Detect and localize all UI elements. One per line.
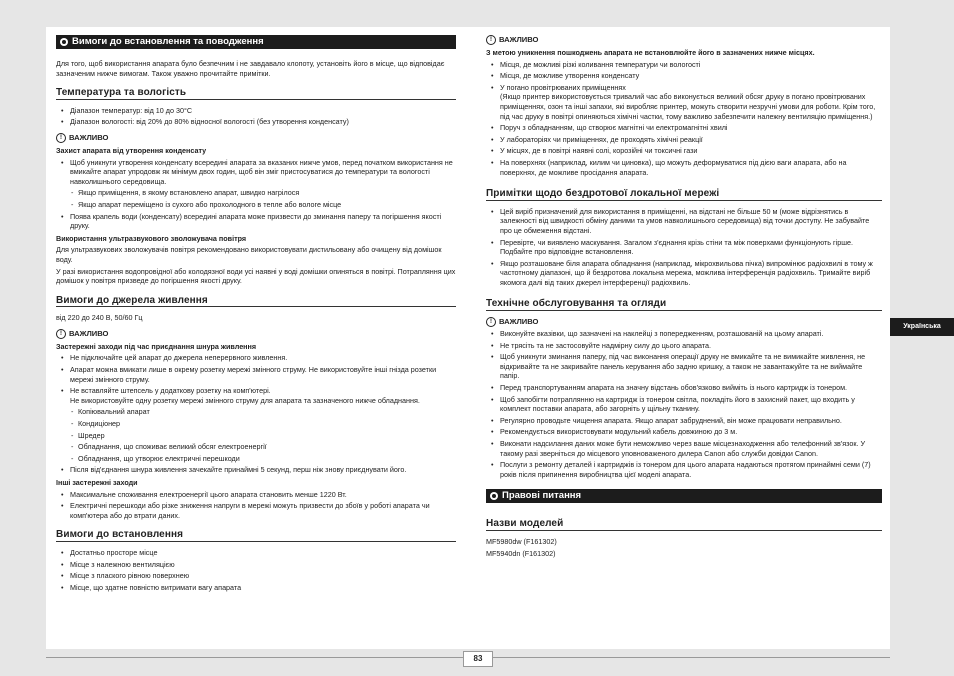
list-item: • Рекомендується використовувати модульний кабель довжиною до 3 м.: [486, 427, 882, 437]
list-item: - Якщо приміщення, в якому встановлено апарат, швидко нагрілося: [56, 188, 456, 198]
section-bullet-icon: [490, 492, 498, 500]
list-item: • На поверхнях (наприклад, килим чи циновка), що можуть деформуватися під дією ваги апарата, або на поверхнях, де можливе просідання апарата.: [486, 158, 882, 177]
important-label: ! ВАЖЛИВО: [486, 317, 882, 327]
list-item: • Виконуйте вказівки, що зазначені на наклейці з попередженням, розташованій на цьому апараті.: [486, 329, 882, 339]
list-item: • Місце з плаского рівною поверхнею: [56, 571, 456, 581]
list-item: • Поява крапель води (конденсату) всередині апарата може призвести до зминання паперу та погіршення якості друку.: [56, 212, 456, 231]
left-column: [56, 35, 456, 594]
important-label: ! ВАЖЛИВО: [486, 35, 882, 45]
list-item: • Послуги з ремонту деталей і картриджів із тонером для цього апарата надаються протягом принаймні семи (7) років після припинення виробництва цієї моделі апарата.: [486, 460, 882, 479]
important-icon: !: [486, 35, 496, 45]
intro-text: Для того, щоб використання апарата було безпечним і не завдавало клопоту, установіть його в місце, що відповідає зазначеним нижче вимогам. Також уважно прочитайте примітки.: [56, 59, 445, 78]
list-item: • Місця, де можливі різкі коливання температури чи вологості: [486, 60, 882, 70]
list-item: • Електричні перешкоди або різке зниження напруги в мережі можуть призвести до збоїв у роботі апарата чи комп'ютера або до втрати даних.: [56, 501, 456, 520]
list-item: • Не трясіть та не застосовуйте надмірну силу до цього апарата.: [486, 341, 882, 351]
list-item: • Цей виріб призначений для використання в приміщенні, на відстані не більше 50 м (може відрізнятись в залежності від швидкості обміну даними та умов навколишнього середовища) від точки доступу. Не забувайте про це обмеження відстані.: [486, 207, 882, 236]
list-item: • Виконати надсилання даних може бути неможливо через ваше місцезнаходження або телефонний зв'язок. У такому разі зверніться до місцевого уповноваженого дилера Canon або служби довідки Canon.: [486, 439, 882, 458]
heading-models: Назви моделей: [486, 519, 882, 531]
list-item: • У погано провітрюваних приміщеннях (Якщо принтер використовується тривалий час або виконується великий обсяг друку в погано провітрюваних приміщеннях, озон та інші запахи, які виробляє принтер, можуть створити незручні умови для роботи. Крім того, під час друку в повітрі опиняються хімічні частки, тому важливо забезпечити належну вентиляцію приміщення.): [486, 83, 882, 121]
humidifier-text-2: У разі використання водопровідної або колодязної води усі наявні у воді домішки опиняться в повітрі. Потрапляння цих домішок у повітря призведе до погіршення якості друку.: [56, 266, 456, 286]
list-item: • Діапазон вологості: від 20% до 80% відносної вологості (без утворення конденсату): [56, 117, 456, 127]
important-icon: !: [56, 133, 66, 143]
important-label: ! ВАЖЛИВО: [56, 133, 456, 143]
list-item: • Перед транспортуванням апарата на значну відстань обов'язково вийміть із нього картридж із тонером.: [486, 383, 882, 393]
model-name: MF5940dn (F161302): [486, 548, 556, 558]
important-icon: !: [486, 317, 496, 327]
list-item: - Обладнання, що утворює електричні перешкоди: [56, 454, 456, 464]
section-header-legal: [486, 489, 882, 503]
important-icon: !: [56, 329, 66, 339]
right-column: [486, 35, 882, 560]
list-item: • Максимальне споживання електроенергії цього апарата становить менше 1220 Вт.: [56, 490, 456, 500]
list-item: • Апарат можна вмикати лише в окрему розетку мережі змінного струму. Не використовуйте інші гнізда розетки мережі змінного струму.: [56, 365, 456, 384]
list-item: • Діапазон температур: від 10 до 30°C: [56, 106, 456, 116]
heading-wireless: Примітки щодо бездротової локальної мережі: [486, 189, 882, 201]
list-item: • Перевірте, чи виявлено маскування. Загалом з'єднання крізь стіни та між поверхами функціонують гірше. Подбайте про відповідне встановлення.: [486, 238, 882, 257]
document-page: [46, 27, 890, 649]
important-label: ! ВАЖЛИВО: [56, 329, 456, 339]
list-item: - Кондиціонер: [56, 419, 456, 429]
list-item: • Поруч з обладнанням, що створює магнітні чи електромагнітні хвилі: [486, 123, 882, 133]
list-item: - Шредер: [56, 431, 456, 441]
list-item: • У місцях, де в повітрі наявні солі, корозійні чи токсичні гази: [486, 146, 882, 156]
list-item: • Достатньо просторе місце: [56, 548, 456, 558]
list-item: • Щоб уникнути утворення конденсату всередині апарата за вказаних нижче умов, перед початком використання не вмикайте апарат упродовж як мінімум двох годин, щоб він зміг пристосуватися до температури та вологості навколишнього середовища.: [56, 158, 456, 187]
list-item: • Місця, де можливе утворення конденсату: [486, 71, 882, 81]
section-bullet-icon: [60, 38, 68, 46]
list-item: - Обладнання, що споживає великий обсяг електроенергії: [56, 442, 456, 452]
condensation-heading: Захист апарата від утворення конденсату: [56, 145, 207, 155]
list-item: • Не підключайте цей апарат до джерела неперервного живлення.: [56, 353, 456, 363]
model-name: MF5980dw (F161302): [486, 536, 557, 546]
list-item: • У лабораторіях чи приміщеннях, де проходять хімічні реакції: [486, 135, 882, 145]
section-title: Правові питання: [502, 490, 582, 502]
temperature-list: [56, 106, 456, 127]
list-item: • Якщо розташоване біля апарата обладнання (наприклад, мікрохвильова пічка) випромінює радіохвилі в тому ж частотному діапазоні, що й бездротова локальна мережа, можлива інтерференція радіохвиль. Тримайте виріб якомога далі від таких джерел інтерференції радіохвиль.: [486, 259, 882, 288]
language-tab[interactable]: Українська: [890, 318, 954, 336]
voltage-text: від 220 до 240 В, 50/60 Гц: [56, 313, 143, 323]
other-precautions-heading: Інші застережні заходи: [56, 478, 138, 487]
section-title: Вимоги до встановлення та поводження: [72, 36, 264, 47]
heading-temperature: Температура та вологість: [56, 88, 456, 100]
avoid-locations-heading: З метою уникнення пошкоджень апарата не встановлюйте його в зазначених нижче місцях.: [486, 48, 815, 57]
heading-install: Вимоги до встановлення: [56, 530, 456, 542]
list-item: • Щоб уникнути зминання паперу, під час виконання операції друку не вмикайте та не вимикайте живлення, не відкривайте та не закривайте панель керування або задню кришку, а також не завантажуйте та не виймайте папір.: [486, 352, 882, 381]
list-item: • Місце з належною вентиляцією: [56, 560, 456, 570]
list-item: - Якщо апарат переміщено із сухого або прохолодного в тепле або вологе місце: [56, 200, 456, 210]
page-number: 83: [463, 651, 493, 667]
list-item: - Копіювальний апарат: [56, 407, 456, 417]
humidifier-text: Для ультразвукових зволожувачів повітря рекомендовано використовувати дистильовану або очищену від домішок воду.: [56, 245, 442, 264]
heading-power: Вимоги до джерела живлення: [56, 296, 456, 308]
list-item: • Після від'єднання шнура живлення зачекайте принаймні 5 секунд, перш ніж знову приєднувати його.: [56, 465, 456, 475]
power-cord-heading: Застережні заходи під час приєднання шнура живлення: [56, 341, 257, 351]
heading-maintenance: Технічне обслуговування та огляди: [486, 299, 882, 311]
humidifier-heading: Використання ультразвукового зволожувача повітря: [56, 233, 247, 243]
list-item: • Місце, що здатне повністю витримати вагу апарата: [56, 583, 456, 593]
list-item: • Регулярно проводьте чищення апарата. Якщо апарат забруднений, він може працювати неправильно.: [486, 416, 882, 426]
section-header-installation: [56, 35, 456, 49]
list-item: • Не вставляйте штепсель у додаткову розетку на комп'ютері. Не використовуйте одну розетку мережі змінного струму для апарата та зазначеного нижче обладнання.: [56, 386, 456, 405]
list-item: • Щоб запобігти потраплянню на картридж із тонером світла, покладіть його в захисний пакет, що входить у комплект поставки апарата, або загорніть у щільну тканину.: [486, 395, 882, 414]
